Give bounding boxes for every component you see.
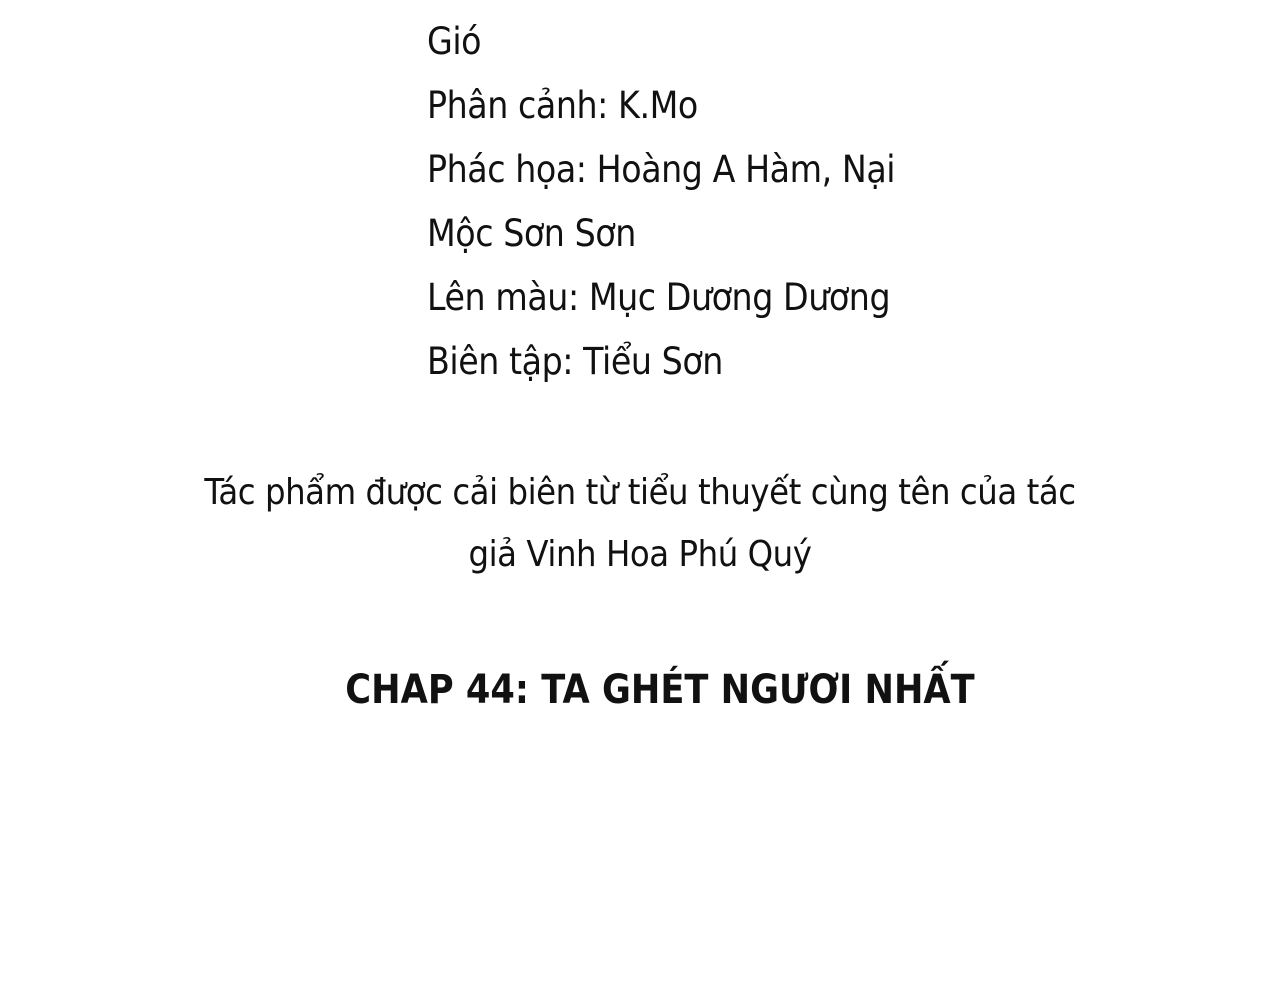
adaptation-line-1: Tác phẩm được cải biên từ tiểu thuyết cùng tên của tác xyxy=(204,472,1076,513)
chapter-title: CHAP 44: TA GHÉT NGƯƠI NHẤT xyxy=(345,667,975,713)
credit-line-sketch-cont: Mộc Sơn Sơn xyxy=(427,212,636,255)
credit-line-coloring: Lên màu: Mục Dương Dương xyxy=(427,276,891,319)
credit-line-editor: Biên tập: Tiểu Sơn xyxy=(427,340,723,383)
credit-line-sketch: Phác họa: Hoàng A Hàm, Nại xyxy=(427,148,896,191)
credit-line-storyboard: Phân cảnh: K.Mo xyxy=(427,84,698,127)
credits-block xyxy=(427,10,947,394)
adaptation-line-2: giả Vinh Hoa Phú Quý xyxy=(468,534,812,575)
adaptation-note xyxy=(140,462,1140,586)
credit-line-wind: Gió xyxy=(427,20,482,63)
